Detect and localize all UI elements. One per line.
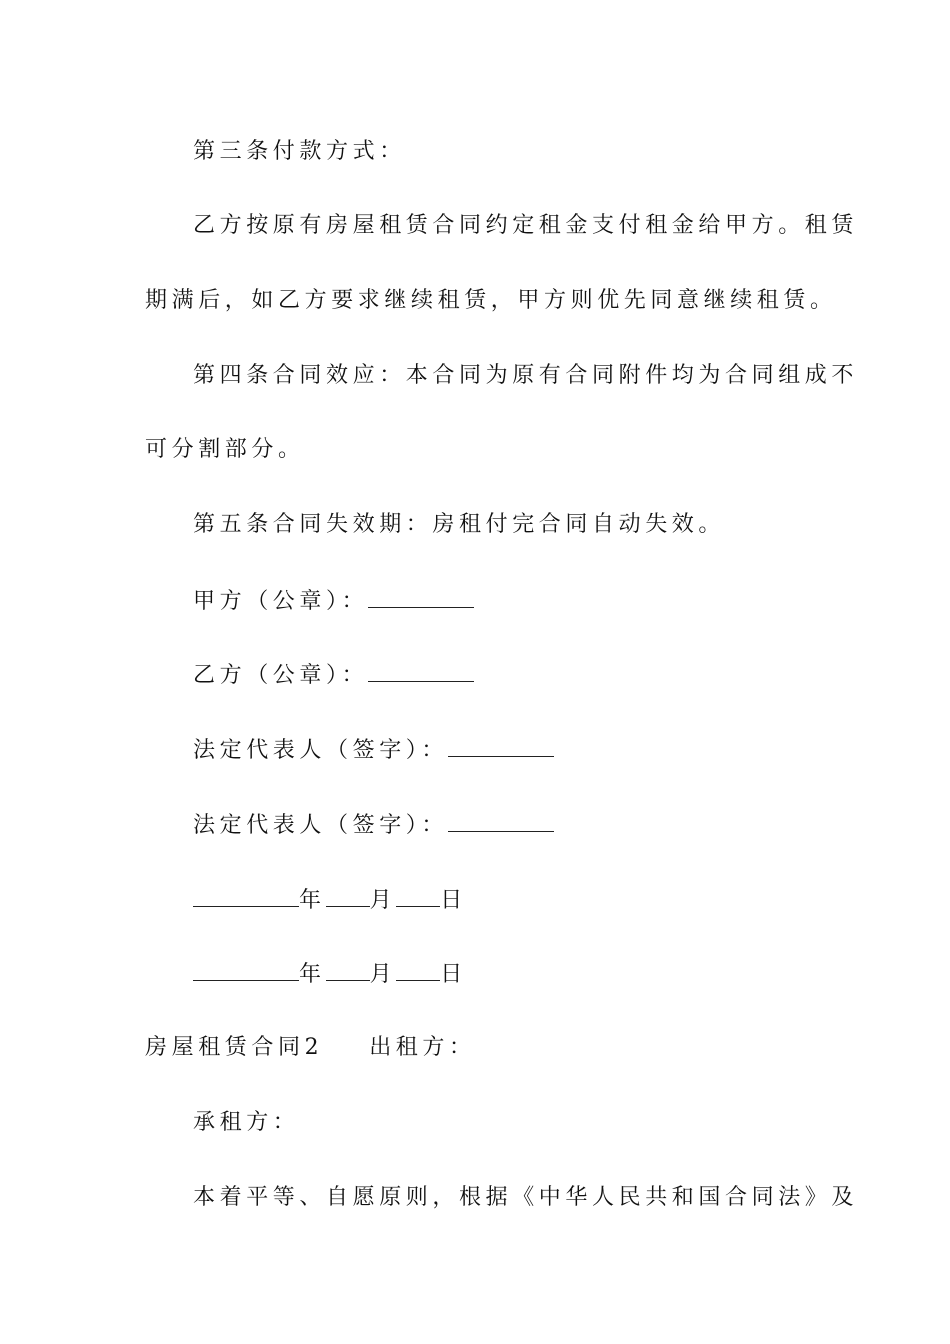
contract-2-title: 房屋租赁合同2 (145, 1035, 324, 1060)
party-b-seal-line (193, 659, 474, 691)
party-a-seal-line (193, 585, 474, 617)
date-day-label-2: 日 (440, 962, 467, 987)
legal-rep-line-1 (193, 734, 554, 766)
date-month-blank-2 (326, 958, 370, 981)
legal-rep-label-1: 法定代表人（签字）： (193, 738, 449, 763)
date-month-blank-1 (326, 884, 370, 907)
article-4-text-line-1: 第四条合同效应：本合同为原有合同附件均为合同组成不 (193, 363, 859, 388)
article-3-text-line-2: 期满后，如乙方要求继续租赁，甲方则优先同意继续租赁。 (145, 288, 837, 313)
article-3-text-line-1: 乙方按原有房屋租赁合同约定租金支付租金给甲方。租赁 (193, 213, 859, 238)
lessor-label: 出租方： (369, 1035, 476, 1060)
party-b-seal-blank (368, 659, 474, 682)
date-month-label-2: 月 (369, 962, 397, 987)
legal-rep-blank-2 (448, 809, 554, 832)
legal-rep-blank-1 (448, 734, 554, 757)
article-3-title: 第三条付款方式： (193, 139, 406, 164)
lessee-label: 承租方： (193, 1110, 300, 1135)
contract-2-heading-line (145, 1033, 476, 1063)
date-day-blank-1 (396, 884, 440, 907)
article-5-text: 第五条合同失效期：房租付完合同自动失效。 (193, 512, 726, 537)
date-month-label-1: 月 (369, 888, 397, 913)
date-line-1 (193, 884, 467, 916)
party-a-seal-blank (368, 585, 474, 608)
date-day-blank-2 (396, 958, 440, 981)
party-a-seal-label: 甲方（公章）： (193, 589, 369, 614)
legal-rep-label-2: 法定代表人（签字）： (193, 813, 449, 838)
date-year-label-1: 年 (299, 888, 326, 913)
party-b-seal-label: 乙方（公章）： (193, 663, 369, 688)
date-year-blank-1 (193, 884, 299, 907)
preamble-line-1: 本着平等、自愿原则，根据《中华人民共和国合同法》及 (193, 1185, 859, 1210)
article-4-text-line-2: 可分割部分。 (145, 437, 305, 462)
date-year-blank-2 (193, 958, 299, 981)
date-year-label-2: 年 (299, 962, 326, 987)
legal-rep-line-2 (193, 809, 554, 841)
date-line-2 (193, 958, 467, 990)
date-day-label-1: 日 (440, 888, 467, 913)
